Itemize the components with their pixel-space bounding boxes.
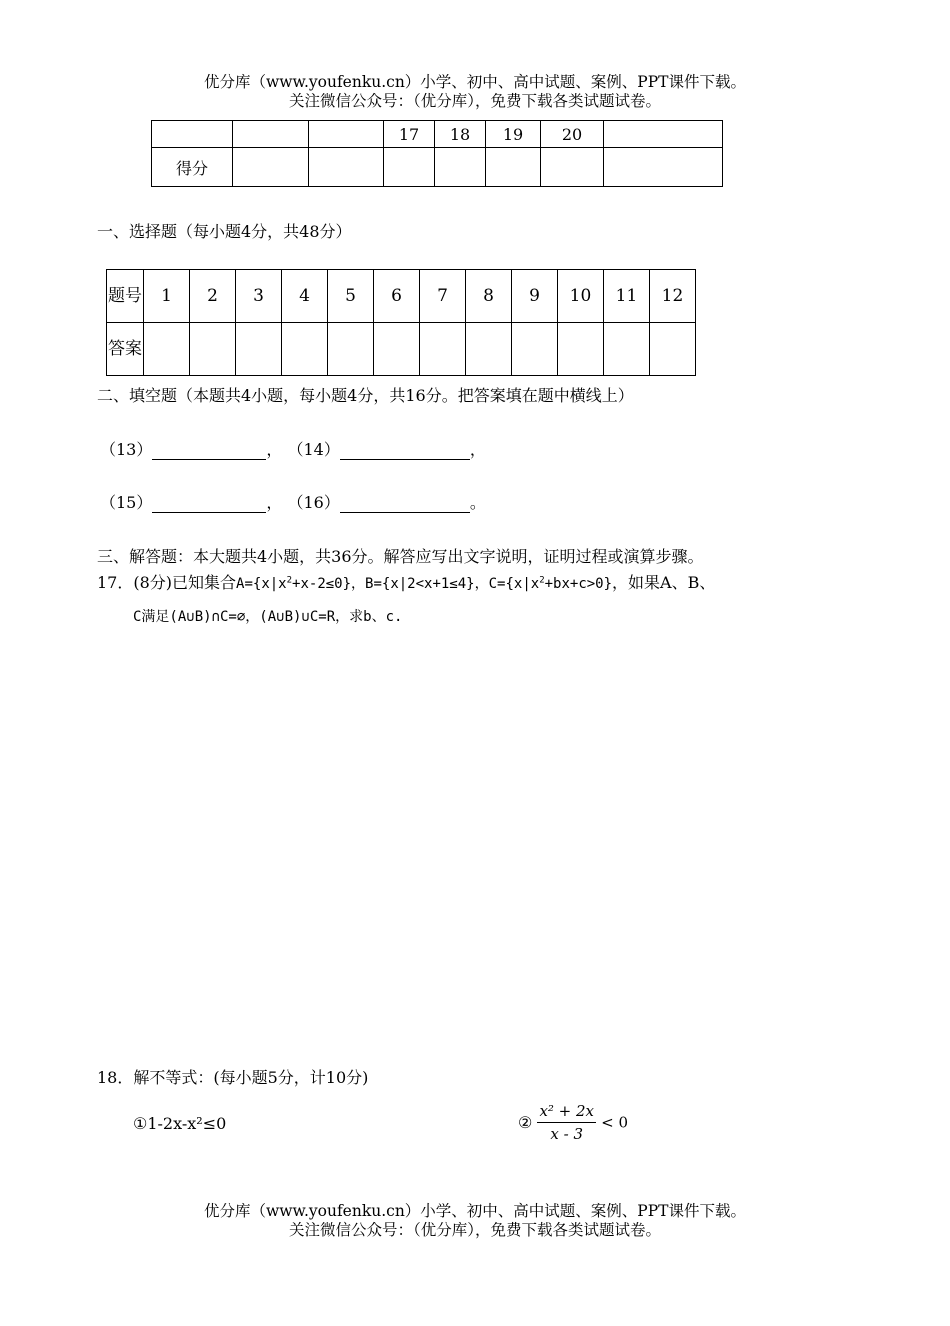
answer-cell[interactable]: [466, 323, 512, 376]
answer-cell[interactable]: [604, 323, 650, 376]
answer-row2-label: 答案: [107, 323, 144, 376]
q13-comma: ，: [266, 440, 283, 459]
q18-part-2-marker: ②: [518, 1113, 533, 1132]
q15-comma: ，: [266, 493, 283, 512]
question-number: 11: [604, 270, 650, 323]
q18-part-2: [518, 1102, 628, 1143]
score-cell: [309, 121, 384, 148]
score-entry-cell[interactable]: [309, 148, 384, 187]
q14-comma: ，: [469, 440, 486, 459]
question-number: 1: [144, 270, 190, 323]
q18-relation: < 0: [601, 1113, 629, 1132]
footer-line-2: 关注微信公众号：（优分库），免费下载各类试题试卷。: [288, 1221, 661, 1239]
answer-cell[interactable]: [236, 323, 282, 376]
q13-label: （13）: [100, 440, 153, 459]
score-entry-cell[interactable]: [435, 148, 486, 187]
section-1-title: 一、选择题（每小题4分，共48分）: [97, 222, 352, 241]
question-number: 2: [190, 270, 236, 323]
fill-blank-row-1: [100, 437, 486, 460]
score-cell: 19: [486, 121, 541, 148]
q17-line-1: 17．(8分)已知集合$A=\{x|x^2+x-2\le 0\}$，B={x|2<x+1≤4}，$C=\{x|x^2+bx+c>0\}$，如果A、B、: [97, 573, 716, 592]
answer-cell[interactable]: [190, 323, 236, 376]
answer-row1-label: 题号: [107, 270, 144, 323]
q18-denominator: x - 3: [550, 1125, 584, 1143]
score-entry-cell[interactable]: [541, 148, 604, 187]
score-entry-cell[interactable]: [486, 148, 541, 187]
page-footer: [0, 1202, 950, 1240]
score-table-row: [152, 148, 723, 187]
q18-fraction: [537, 1102, 596, 1143]
q17-line-2: C满足(A∪B)∩C=∅，(A∪B)∪C=R，求b、c.: [133, 609, 403, 625]
answer-cell[interactable]: [558, 323, 604, 376]
q16-end: 。: [469, 493, 486, 512]
answer-cell[interactable]: [420, 323, 466, 376]
q16-label: （16）: [287, 493, 340, 512]
answer-cell[interactable]: [650, 323, 696, 376]
q14-label: （14）: [287, 440, 340, 459]
score-cell: 17: [384, 121, 435, 148]
score-cell: [604, 121, 723, 148]
question-number: 3: [236, 270, 282, 323]
question-number: 8: [466, 270, 512, 323]
score-entry-cell[interactable]: [233, 148, 309, 187]
answer-cell[interactable]: [144, 323, 190, 376]
q17-prefix: 17．(8分)已知集合: [97, 573, 237, 592]
fill-blank-row-2: [100, 490, 486, 513]
answer-table: [106, 269, 696, 376]
score-table: [151, 120, 723, 187]
question-number: 4: [282, 270, 328, 323]
answer-cell[interactable]: [328, 323, 374, 376]
question-number: 6: [374, 270, 420, 323]
score-cell: 20: [541, 121, 604, 148]
q18-title: 18．解不等式：(每小题5分，计10分): [97, 1068, 369, 1087]
answer-cell[interactable]: [282, 323, 328, 376]
score-table-header-row: [152, 121, 723, 148]
answer-table-number-row: [107, 270, 696, 323]
footer-line-1: 优分库（www.youfenku.cn）小学、初中、高中试题、案例、PPT课件下载。: [203, 1202, 747, 1220]
q15-label: （15）: [100, 493, 153, 512]
answer-table-answer-row: [107, 323, 696, 376]
score-row-label: 得分: [152, 148, 233, 187]
q18-part-1: ①1-2x-x²≤0: [133, 1114, 227, 1133]
score-entry-cell[interactable]: [384, 148, 435, 187]
question-number: 12: [650, 270, 696, 323]
score-cell: 18: [435, 121, 486, 148]
q18-numerator: x² + 2x: [537, 1102, 596, 1123]
header-line-2: 关注微信公众号：（优分库），免费下载各类试题试卷。: [288, 92, 661, 110]
question-number: 9: [512, 270, 558, 323]
page-header: [0, 73, 950, 111]
section-3-title: 三、解答题：本大题共4小题，共36分。解答应写出文字说明，证明过程或演算步骤。: [97, 547, 704, 566]
q15-blank[interactable]: [152, 493, 266, 513]
score-entry-cell[interactable]: [604, 148, 723, 187]
answer-cell[interactable]: [512, 323, 558, 376]
q13-blank[interactable]: [152, 440, 266, 460]
question-number: 7: [420, 270, 466, 323]
answer-cell[interactable]: [374, 323, 420, 376]
score-cell: [152, 121, 233, 148]
question-number: 5: [328, 270, 374, 323]
q17-sets: $A=\{x|x^2+x-2\le 0\}$，B={x|2<x+1≤4}，$C=\{x|x^2+bx+c>0\}$: [236, 575, 613, 592]
q16-blank[interactable]: [340, 493, 470, 513]
header-line-1: 优分库（www.youfenku.cn）小学、初中、高中试题、案例、PPT课件下载。: [203, 73, 747, 91]
question-number: 10: [558, 270, 604, 323]
q14-blank[interactable]: [340, 440, 470, 460]
section-2-title: 二、填空题（本题共4小题，每小题4分，共16分。把答案填在题中横线上）: [97, 386, 634, 405]
score-cell: [233, 121, 309, 148]
